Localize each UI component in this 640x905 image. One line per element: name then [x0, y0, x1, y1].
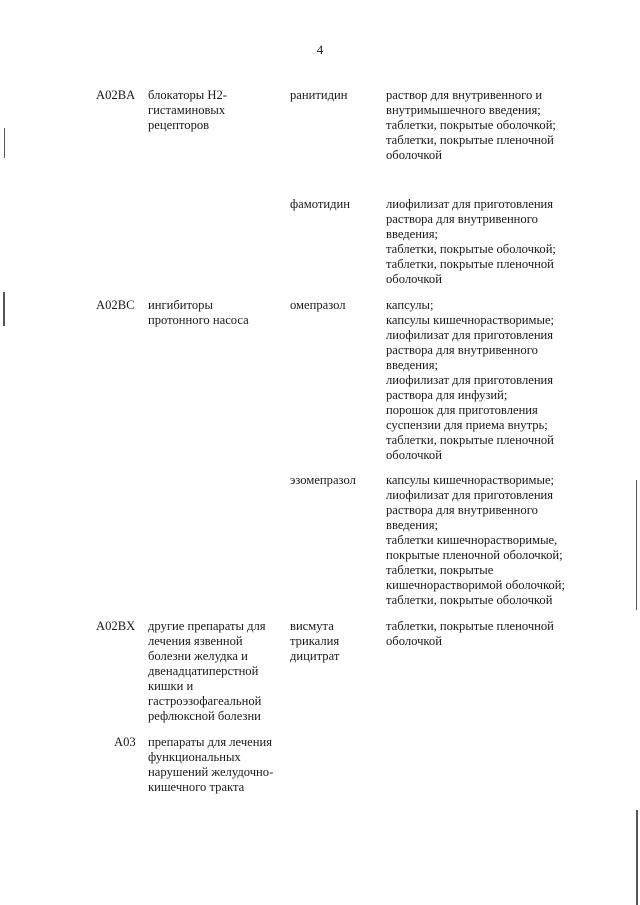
pharmacological-group-line: другие препараты для: [148, 619, 266, 633]
pharmacological-group-line: рефлюксной болезни: [148, 709, 261, 723]
dosage-forms-line: лиофилизат для приготовления: [386, 488, 554, 502]
dosage-forms-line: раствора для внутривенного: [386, 343, 538, 357]
atc-code: A02BC: [96, 298, 135, 312]
pharmacological-group-line: гистаминовых: [148, 103, 226, 117]
drug-name-line: эзомепразол: [290, 473, 356, 487]
drug-name-line: трикалия: [290, 634, 340, 648]
dosage-forms-line: таблетки, покрытые: [386, 563, 494, 577]
pharmacological-group: [148, 619, 278, 724]
drug-name: [290, 298, 380, 313]
pharmacological-group-line: нарушений желудочно-: [148, 765, 274, 779]
atc-code: A02BX: [96, 619, 136, 633]
pharmacological-group-line: гастроэзофагеальной: [148, 694, 262, 708]
page-number: 4: [316, 42, 324, 57]
pharmacological-group-line: блокаторы H2-: [148, 88, 227, 102]
pharmacological-group-line: рецепторов: [148, 118, 210, 132]
pharmacological-group-line: лечения язвенной: [148, 634, 243, 648]
dosage-forms-line: внутримышечного введения;: [386, 103, 541, 117]
dosage-forms: [386, 619, 591, 649]
dosage-forms-line: введения;: [386, 227, 439, 241]
dosage-forms-line: таблетки, покрытые пленочной: [386, 619, 554, 633]
pharmacological-group-line: кишечного тракта: [148, 780, 245, 794]
pharmacological-group-line: препараты для лечения: [148, 735, 273, 749]
scan-mark-left-mid: [3, 292, 5, 326]
dosage-forms-line: капсулы кишечнорастворимые;: [386, 313, 555, 327]
dosage-forms-line: таблетки, покрытые оболочкой: [386, 593, 553, 607]
dosage-forms-line: таблетки, покрытые оболочкой;: [386, 118, 556, 132]
dosage-forms-line: кишечнорастворимой оболочкой;: [386, 578, 565, 592]
scan-mark-right-bottom: [636, 810, 638, 905]
dosage-forms: [386, 88, 591, 163]
pharmacological-group-line: протонного насоса: [148, 313, 249, 327]
drug-name-line: висмута: [290, 619, 334, 633]
pharmacological-group-line: болезни желудка и: [148, 649, 248, 663]
dosage-forms-line: таблетки, покрытые пленочной: [386, 433, 554, 447]
dosage-forms-line: капсулы кишечнорастворимые;: [386, 473, 555, 487]
drug-name-line: фамотидин: [290, 197, 350, 211]
dosage-forms-line: оболочкой: [386, 148, 442, 162]
scan-mark-right-top: [636, 480, 637, 610]
dosage-forms-line: оболочкой: [386, 448, 442, 462]
atc-code: A02BA: [96, 88, 136, 102]
drug-name: [290, 473, 380, 488]
dosage-forms: [386, 473, 591, 608]
dosage-forms-line: оболочкой: [386, 272, 442, 286]
dosage-forms-line: раствора для внутривенного: [386, 503, 538, 517]
dosage-forms: [386, 197, 591, 287]
dosage-forms-line: раствора для инфузий;: [386, 388, 508, 402]
drug-name: [290, 619, 380, 664]
dosage-forms-line: таблетки, покрытые пленочной: [386, 133, 554, 147]
dosage-forms-line: суспензии для приема внутрь;: [386, 418, 548, 432]
drug-name-line: ранитидин: [290, 88, 348, 102]
pharmacological-group-line: кишки и: [148, 679, 194, 693]
dosage-forms-line: введения;: [386, 358, 439, 372]
drug-name: [290, 197, 380, 212]
dosage-forms-line: раствора для внутривенного: [386, 212, 538, 226]
dosage-forms-line: капсулы;: [386, 298, 434, 312]
dosage-forms-line: таблетки, покрытые пленочной: [386, 257, 554, 271]
pharmacological-group: [148, 88, 278, 133]
drug-name: [290, 88, 380, 103]
dosage-forms-line: порошок для приготовления: [386, 403, 538, 417]
pharmacological-group-line: двенадцатиперстной: [148, 664, 259, 678]
dosage-forms-line: лиофилизат для приготовления: [386, 197, 554, 211]
dosage-forms-line: оболочкой: [386, 634, 442, 648]
dosage-forms-line: раствор для внутривенного и: [386, 88, 543, 102]
dosage-forms-line: лиофилизат для приготовления: [386, 328, 554, 342]
pharmacological-group-line: ингибиторы: [148, 298, 213, 312]
drug-name-line: омепразол: [290, 298, 346, 312]
scan-mark-left-top: [4, 128, 5, 158]
pharmacological-group: [148, 298, 278, 328]
dosage-forms-line: введения;: [386, 518, 439, 532]
pharmacological-group: [148, 735, 278, 795]
atc-code: A03: [114, 735, 136, 749]
dosage-forms-line: лиофилизат для приготовления: [386, 373, 554, 387]
dosage-forms: [386, 298, 591, 463]
dosage-forms-line: таблетки, покрытые оболочкой;: [386, 242, 556, 256]
pharmacological-group-line: функциональных: [148, 750, 241, 764]
dosage-forms-line: покрытые пленочной оболочкой;: [386, 548, 563, 562]
drug-name-line: дицитрат: [290, 649, 340, 663]
dosage-forms-line: таблетки кишечнорастворимые,: [386, 533, 558, 547]
